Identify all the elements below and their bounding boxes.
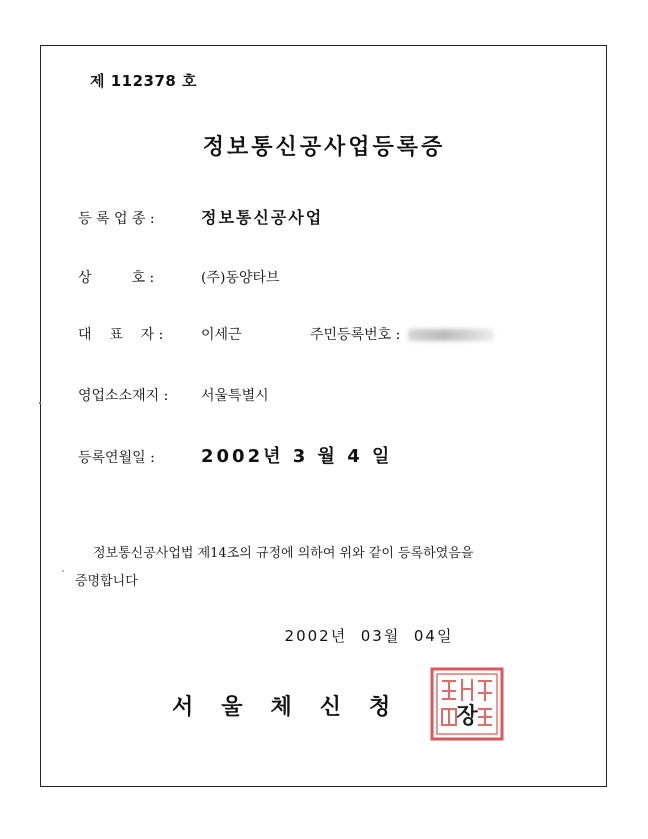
certificate-title: 정보통신공사업등록증 — [202, 135, 446, 160]
field-label: 영업소소재지 : — [78, 388, 169, 404]
issuing-authority: 서울체신청 — [172, 694, 419, 720]
field-label: 대 표 자 : — [78, 327, 164, 343]
field-value: 서울특별시 — [201, 388, 269, 404]
field-value: 2002년 3 월 4 일 — [201, 446, 393, 467]
field-value: (주)동양타브 — [201, 270, 280, 286]
field-value: 이세근 — [201, 327, 242, 343]
field-registration-date — [78, 442, 392, 468]
certification-statement — [75, 540, 595, 596]
official-seal-stamp — [428, 665, 506, 743]
field-value: 정보통신공사업 — [201, 208, 324, 227]
field-label: 상 호 : — [78, 270, 155, 286]
field-office-location — [78, 385, 269, 405]
field-label: 등록연월일 : — [78, 450, 155, 466]
issue-date: 2002년 03월 04일 — [284, 627, 454, 645]
registration-number: 제 112378 호 — [90, 72, 198, 90]
statement-line-1: 정보통신공사업법 제14조의 규정에 의하여 위와 같이 등록하였음을 — [93, 546, 474, 561]
resident-number-field — [310, 324, 494, 344]
field-business-type — [78, 205, 323, 228]
field-representative — [78, 324, 242, 344]
redacted-resident-number — [408, 329, 494, 341]
resident-number-label: 주민등록번호 : — [310, 327, 401, 343]
field-company-name — [78, 267, 280, 287]
scan-speck — [62, 570, 64, 572]
seal-overprint-character: 장 — [456, 703, 478, 729]
field-label: 등 록 업 종 : — [78, 211, 155, 227]
statement-line-2: 증명합니다 — [75, 574, 138, 589]
scan-speck — [39, 402, 41, 404]
